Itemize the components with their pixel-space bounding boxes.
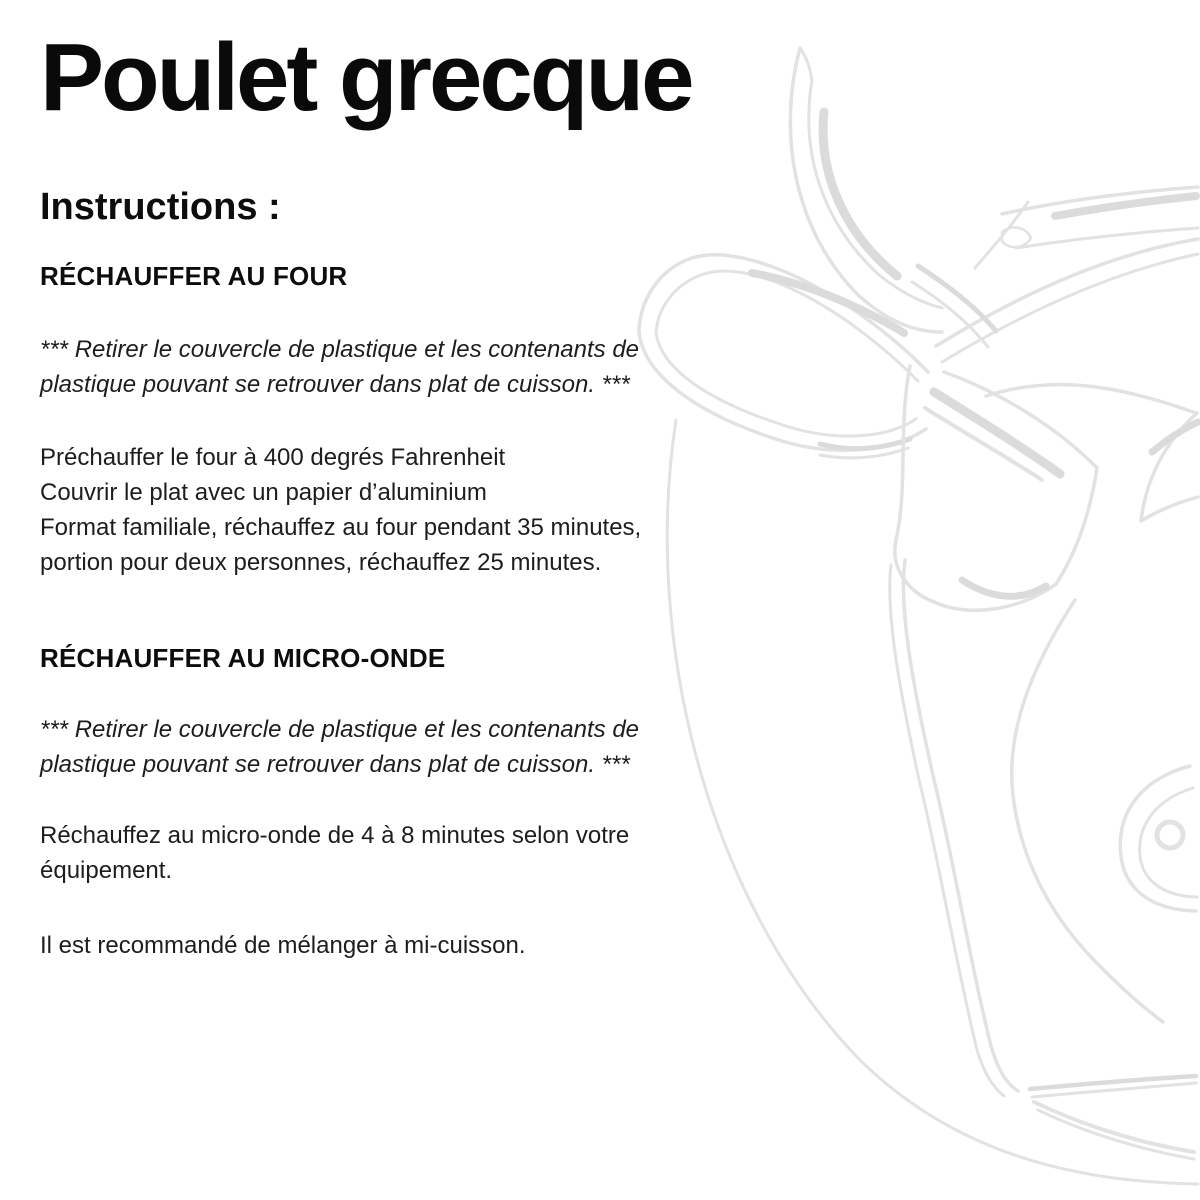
instruction-line: Format familiale, réchauffez au four pendant 35 minutes, xyxy=(40,514,642,541)
microwave-section-heading: RÉCHAUFFER AU MICRO-ONDE xyxy=(40,643,446,673)
microwave-plastic-warning xyxy=(40,712,770,782)
instruction-line: Réchauffez au micro-onde de 4 à 8 minutes selon votre xyxy=(40,822,630,849)
instruction-line: portion pour deux personnes, réchauffez 25 minutes. xyxy=(40,549,602,576)
stir-note xyxy=(40,928,770,963)
cow-eye xyxy=(1120,766,1197,911)
instructions-heading: Instructions : xyxy=(40,186,281,228)
oven-plastic-warning xyxy=(40,332,770,402)
cow-right-ear xyxy=(936,239,1198,521)
instruction-line: Préchauffer le four à 400 degrés Fahrenheit xyxy=(40,444,506,471)
section-microwave xyxy=(40,642,770,963)
microwave-instructions xyxy=(40,818,770,888)
warning-line: plastique pouvant se retrouver dans plat de cuisson. *** xyxy=(40,371,630,398)
oven-section-heading: RÉCHAUFFER AU FOUR xyxy=(40,261,348,291)
instruction-line: Couvrir le plat avec un papier d’aluminium xyxy=(40,479,487,506)
section-oven xyxy=(40,260,770,580)
page-title: Poulet grecque xyxy=(40,24,692,131)
cow-right-horn xyxy=(975,187,1198,268)
cow-forelock xyxy=(895,366,1097,610)
note-line: Il est recommandé de mélanger à mi-cuisson. xyxy=(40,932,526,959)
oven-instructions xyxy=(40,440,770,580)
warning-line: plastique pouvant se retrouver dans plat de cuisson. *** xyxy=(40,751,630,778)
cow-head-joins xyxy=(820,266,996,458)
warning-line: *** Retirer le couvercle de plastique et les contenants de xyxy=(40,336,640,363)
cow-muzzle xyxy=(1030,1076,1196,1159)
recipe-document xyxy=(40,0,770,963)
cow-left-horn xyxy=(790,48,942,332)
instruction-line: équipement. xyxy=(40,857,173,884)
warning-line: *** Retirer le couvercle de plastique et les contenants de xyxy=(40,716,640,743)
